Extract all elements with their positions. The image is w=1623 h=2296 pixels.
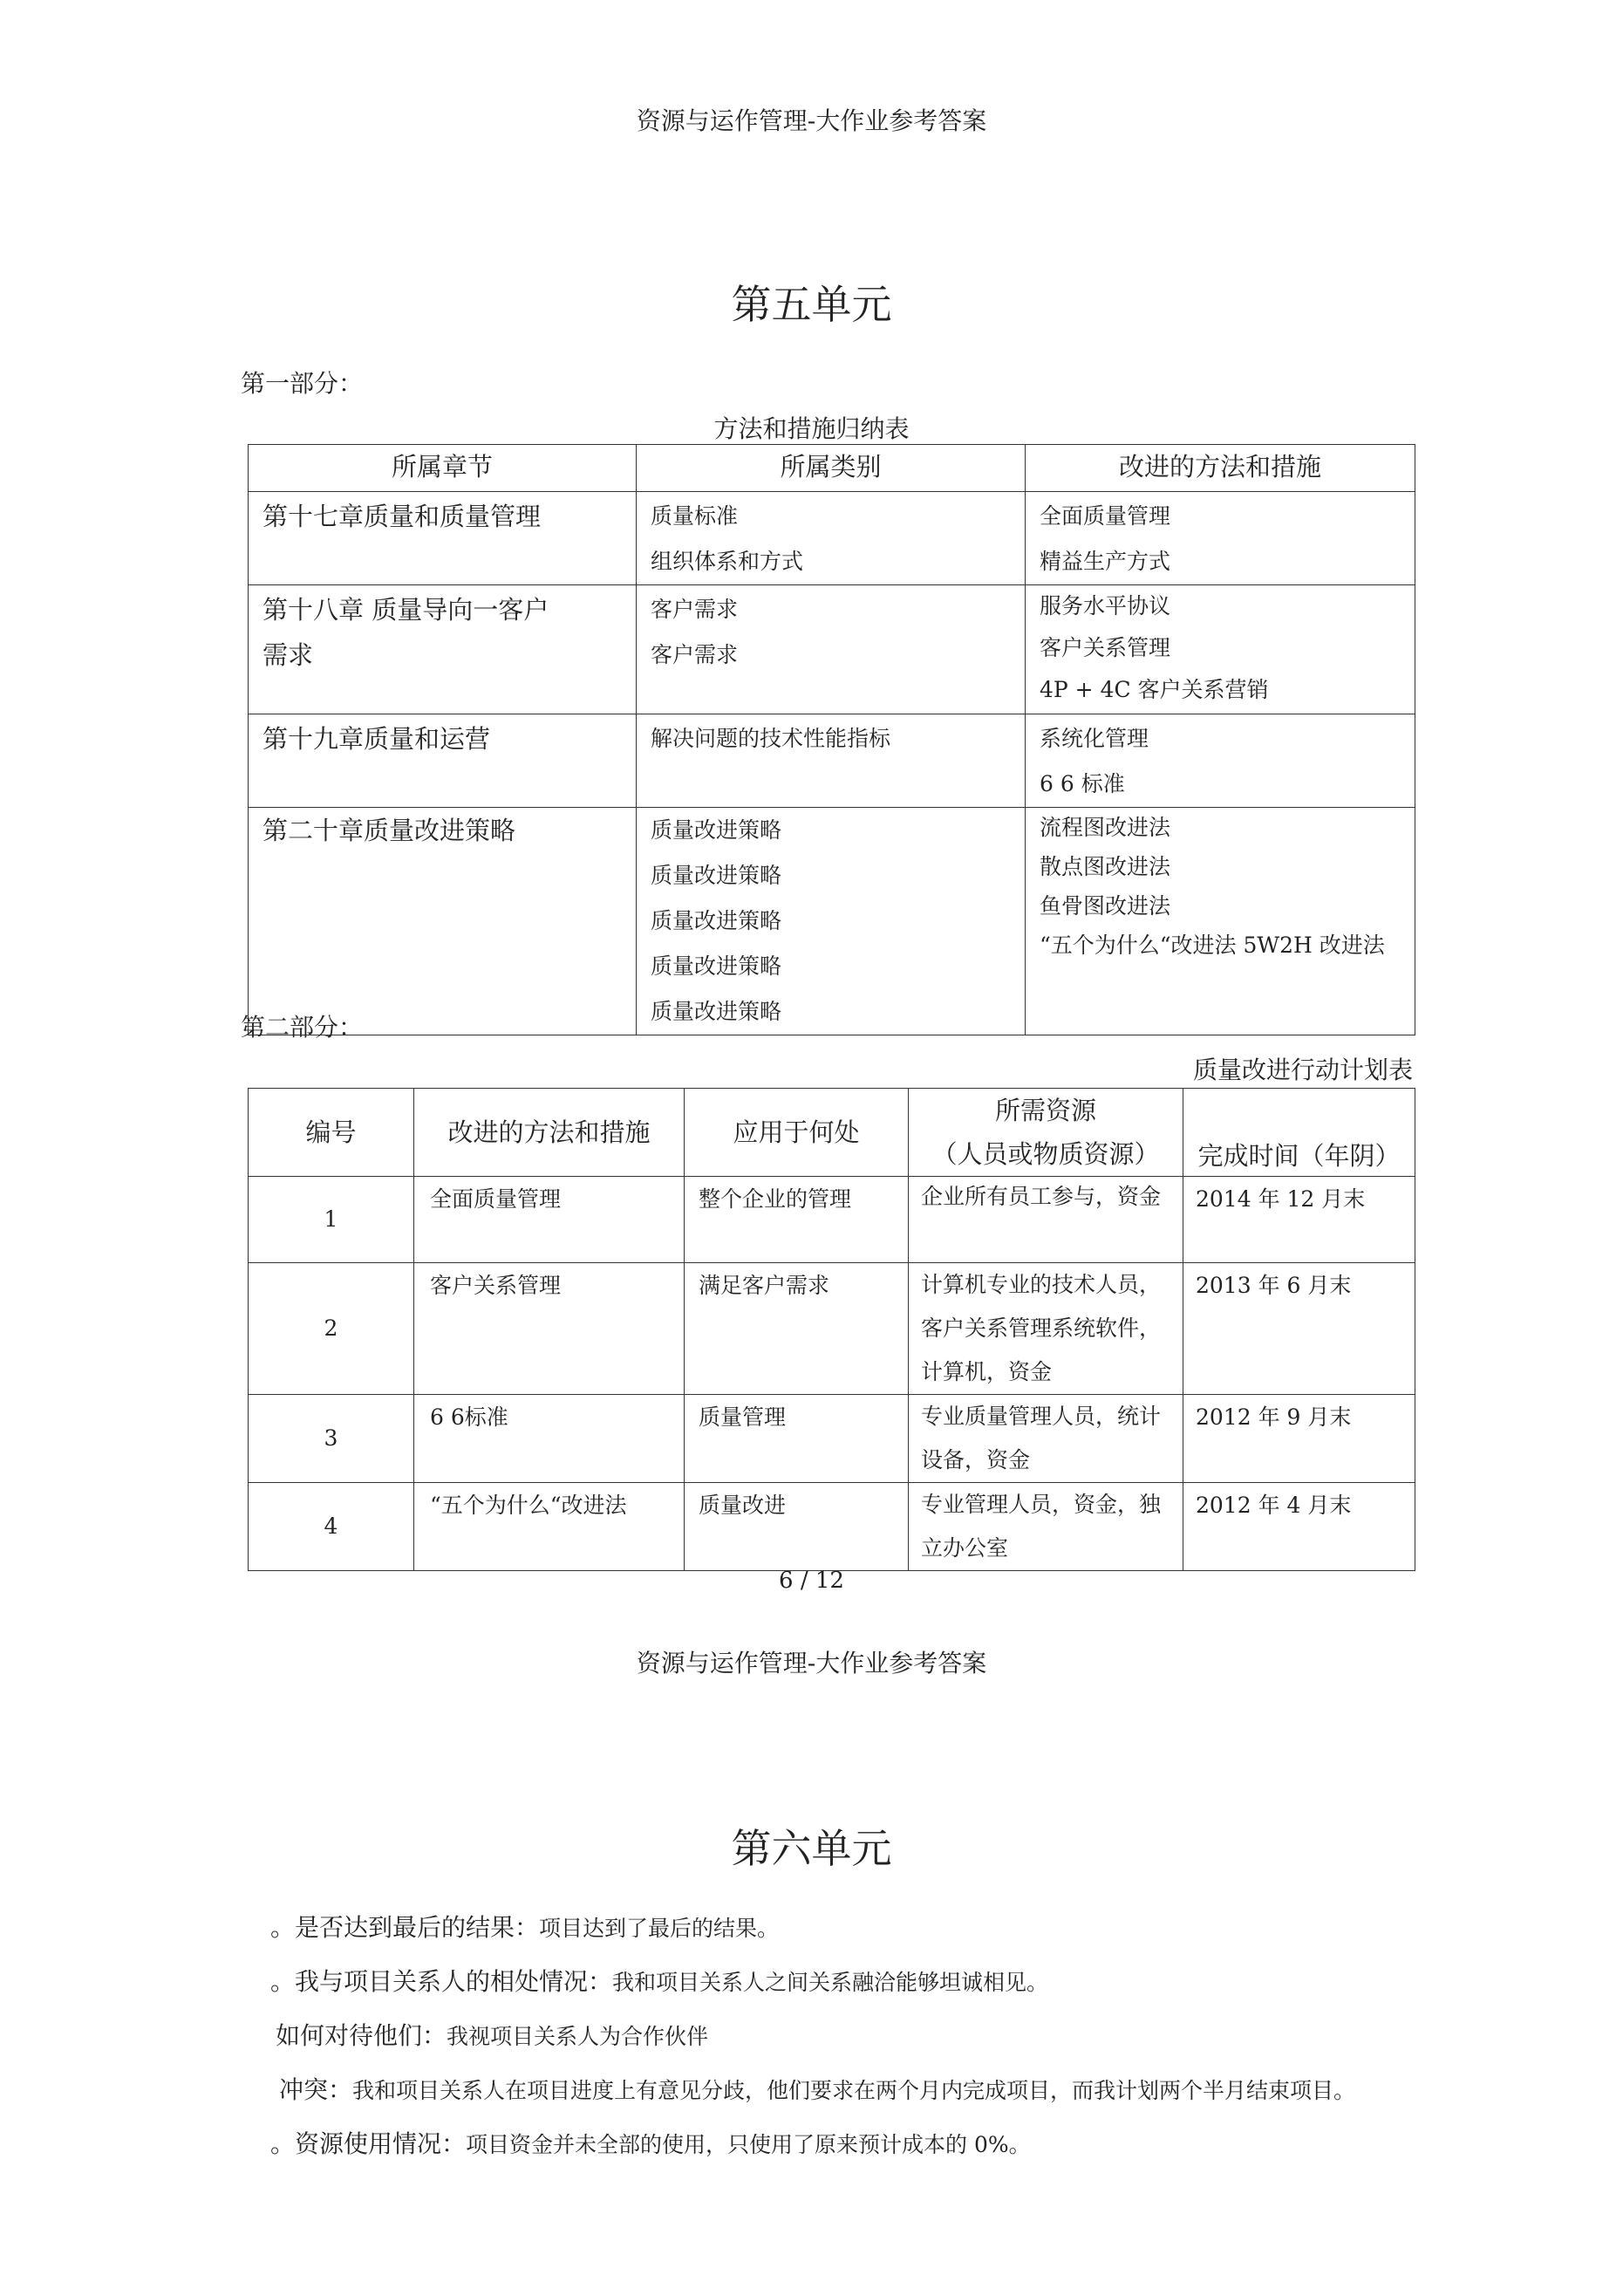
category-text: 质量标准 [651,503,739,529]
resource-text: 立办公室 [921,1535,1009,1561]
table-row [249,714,1415,808]
chapter-text: 第十八章 质量导向一客户 [263,595,549,625]
category-text: 客户需求 [651,642,739,667]
category-cell [637,808,1026,1035]
table-header-row [249,445,1415,492]
treatment-paragraph [276,2017,708,2052]
where-cell: 满足客户需求 [685,1263,909,1395]
column-header: 编号 [249,1089,414,1177]
paragraph-key: 如何对待他们： [276,2021,447,2050]
chapter-text: 需求 [263,640,314,670]
method-text: “五个为什么“改进法 5W2H 改进法 [1040,933,1385,958]
paragraph-value: 我和项目关系人在项目进度上有意见分歧，他们要求在两个月内完成项目，而我计划两个半月结束项目。 [352,2078,1356,2103]
methods-cell [1026,492,1415,585]
methods-cell [1026,714,1415,808]
paragraph-key: 。是否达到最后的结果： [270,1913,540,1942]
table-row [249,1263,1415,1395]
resource-text: 设备，资金 [921,1447,1031,1473]
column-header: 改进的方法和措施 [1026,445,1415,492]
running-header: 资源与运作管理-大作业参考答案 [636,106,987,135]
table-row [249,492,1415,585]
paragraph-value: 项目达到了最后的结果。 [539,1916,780,1941]
column-header: 所属类别 [637,445,1026,492]
paragraph-key: 。资源使用情况： [270,2129,467,2158]
resource-text: 计算机，资金 [921,1359,1053,1384]
column-header [909,1089,1183,1177]
method-text: 客户关系管理 [1040,635,1171,660]
where-cell: 质量改进 [685,1483,909,1571]
category-text: 质量改进策略 [651,908,782,933]
method-text: 精益生产方式 [1040,549,1171,574]
row-id: 4 [249,1483,414,1571]
chapter-cell [249,714,637,808]
table1-caption: 方法和措施归纳表 [713,414,910,443]
methods-summary-table [248,444,1415,1035]
column-header: 应用于何处 [685,1089,909,1177]
part2-label: 第二部分： [241,1013,364,1042]
table-row [249,1483,1415,1571]
resource-header-line: 所需资源 [994,1096,1096,1125]
action-plan-table [248,1088,1415,1571]
page-number: 6 / 12 [779,1568,844,1594]
methods-cell [1026,808,1415,1035]
category-text: 质量改进策略 [651,863,782,888]
resource-usage-paragraph [270,2125,1031,2160]
chapter-text: 第十九章质量和运营 [263,724,491,754]
method-text: 4P + 4C 客户关系营销 [1040,677,1269,702]
method-cell: 客户关系管理 [414,1263,685,1395]
category-text: 质量改进策略 [651,817,782,843]
conflict-paragraph [279,2071,1355,2106]
table-row [249,585,1415,714]
method-text: 服务水平协议 [1040,593,1171,618]
stakeholder-paragraph [270,1963,1048,1998]
table-row [249,808,1415,1035]
resource-text: 客户关系管理系统软件， [921,1315,1162,1341]
unit-title: 第六单元 [731,1825,892,1872]
category-text: 客户需求 [651,597,739,622]
row-id: 1 [249,1177,414,1263]
method-text: 系统化管理 [1040,726,1149,751]
method-text: 全面质量管理 [1040,503,1171,529]
table-header-row [249,1089,1415,1177]
chapter-cell [249,808,637,1035]
column-header: 完成时间（年阴） [1183,1089,1415,1177]
time-cell: 2013 年 6 月末 [1183,1263,1415,1395]
resource-text: 企业所有员工参与，资金 [921,1184,1162,1209]
running-header: 资源与运作管理-大作业参考答案 [636,1649,987,1678]
method-text: 散点图改进法 [1040,854,1171,879]
resource-text: 专业质量管理人员，统计 [921,1404,1162,1429]
method-text: 流程图改进法 [1040,815,1171,840]
category-text: 解决问题的技术性能指标 [651,726,891,751]
chapter-text: 第十七章质量和质量管理 [263,502,542,531]
paragraph-value: 我和项目关系人之间关系融洽能够坦诚相见。 [612,1970,1049,1995]
category-cell [637,585,1026,714]
time-cell: 2014 年 12 月末 [1183,1177,1415,1263]
category-cell [637,714,1026,808]
result-paragraph [270,1909,779,1944]
part1-label: 第一部分： [241,369,364,398]
resource-text: 计算机专业的技术人员， [921,1272,1162,1297]
paragraph-value: 项目资金并未全部的使用，只使用了原来预计成本的 0%。 [466,2132,1031,2157]
where-cell: 质量管理 [685,1395,909,1483]
method-text: 鱼骨图改进法 [1040,893,1171,919]
category-text: 质量改进策略 [651,999,782,1024]
method-text: 6 6 标准 [1040,771,1125,796]
method-cell: “五个为什么“改进法 [414,1483,685,1571]
row-id: 3 [249,1395,414,1483]
time-cell: 2012 年 4 月末 [1183,1483,1415,1571]
category-cell [637,492,1026,585]
table2-caption: 质量改进行动计划表 [1193,1056,1414,1084]
resource-cell [909,1483,1183,1571]
category-text: 质量改进策略 [651,953,782,979]
method-cell: 全面质量管理 [414,1177,685,1263]
paragraph-key: 。我与项目关系人的相处情况： [270,1967,613,1996]
where-cell: 整个企业的管理 [685,1177,909,1263]
method-cell: 6 6标准 [414,1395,685,1483]
paragraph-value: 我视项目关系人为合作伙伴 [447,2024,709,2049]
column-header: 所属章节 [249,445,637,492]
table-row [249,1395,1415,1483]
resource-cell [909,1263,1183,1395]
methods-cell [1026,585,1415,714]
time-cell: 2012 年 9 月末 [1183,1395,1415,1483]
row-id: 2 [249,1263,414,1395]
table-row [249,1177,1415,1263]
chapter-cell [249,492,637,585]
unit-title: 第五单元 [731,281,892,328]
paragraph-key: 冲突： [279,2075,353,2104]
category-text: 组织体系和方式 [651,549,804,574]
resource-cell [909,1177,1183,1263]
resource-header-line: （人员或物质资源） [931,1139,1160,1169]
column-header: 改进的方法和措施 [414,1089,685,1177]
chapter-text: 第二十章质量改进策略 [263,816,516,845]
resource-cell [909,1395,1183,1483]
resource-text: 专业管理人员，资金，独 [921,1492,1162,1517]
chapter-cell [249,585,637,714]
